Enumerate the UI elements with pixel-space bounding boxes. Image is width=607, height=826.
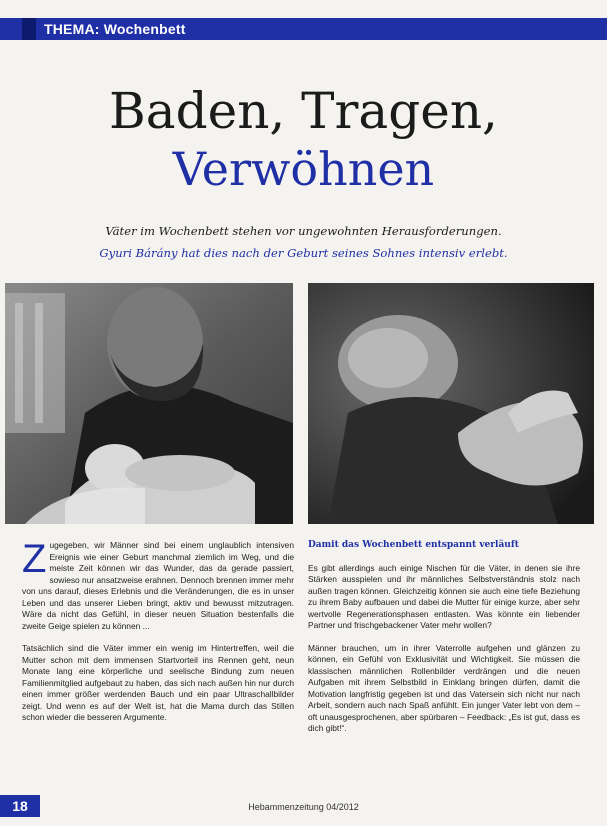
baby-on-chest-photo (308, 283, 594, 524)
lead-line-1: Väter im Wochenbett stehen vor ungewohnten Herausforderungen. (105, 224, 502, 238)
article-paragraph: Es gibt allerdings auch einige Nischen für die Väter, in denen sie ihre Stärken ausspielen und ihr männliches Selbstverständnis stolz nach außen tragen können. Gleichzeitig können sie auch eine tiefe Beziehung zu ihrem Baby aufbauen und dabei die Mutter für einige kurze, aber sehr wertvolle Regenerationsphasen entlasten. Was könnte ein liebender Partner und frischgebackener Vater mehr wollen? (308, 562, 580, 630)
article-paragraph: Tatsächlich sind die Väter immer ein wenig im Hintertreffen, weil die Mutter schon mit dem immensen Startvorteil ins Rennen geht, neun Monate lang eine körperliche und seelische Bindung zum neuen Familienmitglied aufgebaut zu haben, das sich nach außen hin nur durch einen immer größer werdenden Bauch und ein paar Ultraschallbilder zeigt. Und wenn es auf der Welt ist, hat die Mama durch das Stillen schon wieder die besseren Argumente. (22, 643, 294, 722)
article-subheading: Damit das Wochenbett entspannt verläuft (308, 540, 519, 550)
section-label: THEMA: Wochenbett (44, 21, 186, 37)
header-accent-mark (22, 18, 36, 40)
headline-line-1: Baden, Tragen, (109, 82, 498, 140)
article-paragraph (22, 537, 294, 632)
article-column-left (22, 537, 294, 724)
paragraph-text: ugegeben, wir Männer sind bei einem unglaublich intensiven Ereignis wie einer Geburt manchmal ziemlich im Weg, und die meiste Zeit können wir das Wunder, das da gerade passiert, sowieso nur ansatzweise erahnen. Dennoch brennen immer mehr von uns darauf, dieses Erlebnis und die Veränderungen, die es in unser Leben und das unserer Lieben bringt, aktiv und bewusst mitzutragen. Wäre da nicht das Gefühl, in dieser neuen Situation bestenfalls die zweite Geige spielen zu können ... (22, 540, 294, 631)
publication-footer: Hebammenzeitung 04/2012 (248, 802, 359, 812)
headline-line-2: Verwöhnen (172, 142, 435, 196)
article-column-right (308, 540, 580, 735)
section-header-bar (0, 18, 607, 40)
drop-cap: Z (22, 537, 47, 581)
article-paragraph: Männer brauchen, um in ihrer Vaterrolle aufgehen und glänzen zu können, ein Gefühl von Exklusivität und Wichtigkeit. Sie müssen die klassischen männlichen Rollenbilder verdrängen und die neuen Aufgaben mit ihrem Selbstbild in Einklang bringen dürfen, damit die Motivation langfristig gegeben ist und das Vatersein sich nicht nur nach Arbeit, sondern auch nach Spaß anfühlt. Ein junger Vater lebt von dem – oft unausgesprochenen, aber spürbaren – Feedback: „Es ist gut, dass es dich gibt!“. (308, 642, 580, 733)
photo-right-graphic (308, 283, 594, 524)
page-number: 18 (0, 795, 40, 817)
lead-line-2: Gyuri Bárány hat dies nach der Geburt seines Sohnes intensiv erlebt. (99, 246, 508, 260)
father-bathing-baby-photo (5, 283, 293, 524)
photo-left-graphic (5, 283, 293, 524)
